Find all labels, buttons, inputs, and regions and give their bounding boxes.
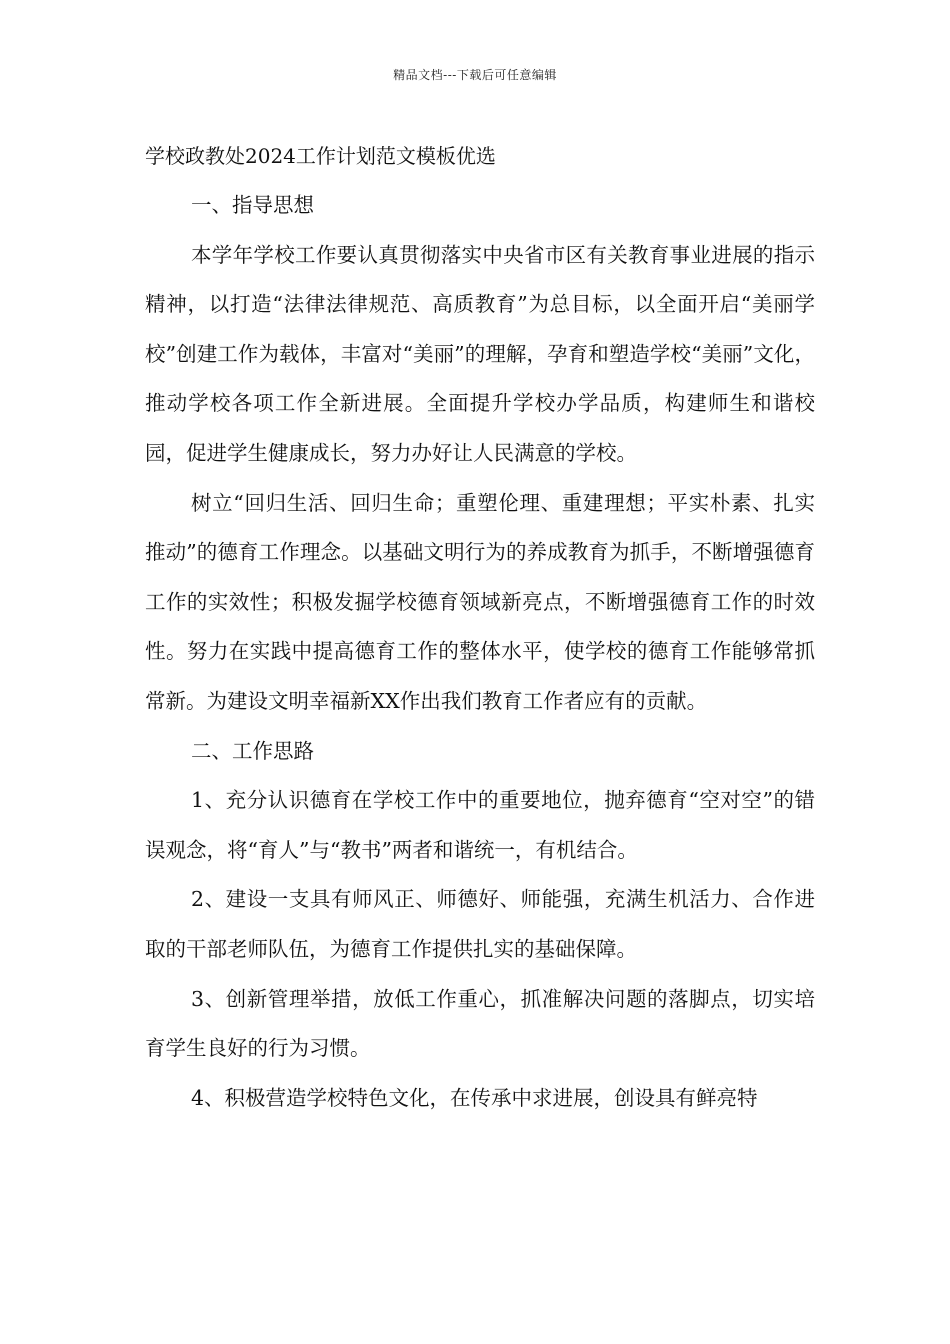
header-note: 精品文档---下载后可任意编辑: [393, 68, 557, 82]
list-item-1: 1、充分认识德育在学校工作中的重要地位，抛弃德育“空对空”的错误观念，将“育人”与“教书”两者和谐统一，有机结合。: [145, 788, 815, 862]
document-body: [145, 131, 815, 1123]
list-item-2: 2、建设一支具有师风正、师德好、师能强，充满生机活力、合作进取的干部老师队伍，为德育工作提供扎实的基础保障。: [145, 887, 815, 961]
document-title: 学校政教处2024工作计划范文模板优选: [145, 144, 496, 168]
section-heading-guiding-ideology: 一、指导思想: [191, 193, 314, 217]
paragraph-2: 树立“回归生活、回归生命；重塑伦理、重建理想；平实朴素、扎实推动”的德育工作理念。以基础文明行为的养成教育为抓手，不断增强德育工作的实效性；积极发掘学校德育领域新亮点，不断增强德育工作的时效性。努力在实践中提高德育工作的整体水平，使学校的德育工作能够常抓常新。为建设文明幸福新XX作出我们教育工作者应有的贡献。: [145, 490, 815, 713]
section-heading-work-approach: 二、工作思路: [191, 738, 314, 763]
list-item-4: 4、积极营造学校特色文化，在传承中求进展，创设具有鲜亮特: [191, 1085, 758, 1110]
list-item-3: 3、创新管理举措，放低工作重心，抓准解决问题的落脚点，切实培育学生良好的行为习惯。: [145, 986, 815, 1061]
paragraph-1: 本学年学校工作要认真贯彻落实中央省市区有关教育事业进展的指示精神，以打造“法律法律规范、高质教育”为总目标，以全面开启“美丽学校”创建工作为载体，丰富对“美丽”的理解，孕育和塑造学校“美丽”文化，推动学校各项工作全新进展。全面提升学校办学品质，构建师生和谐校园，促进学生健康成长，努力办好让人民满意的学校。: [145, 242, 815, 465]
